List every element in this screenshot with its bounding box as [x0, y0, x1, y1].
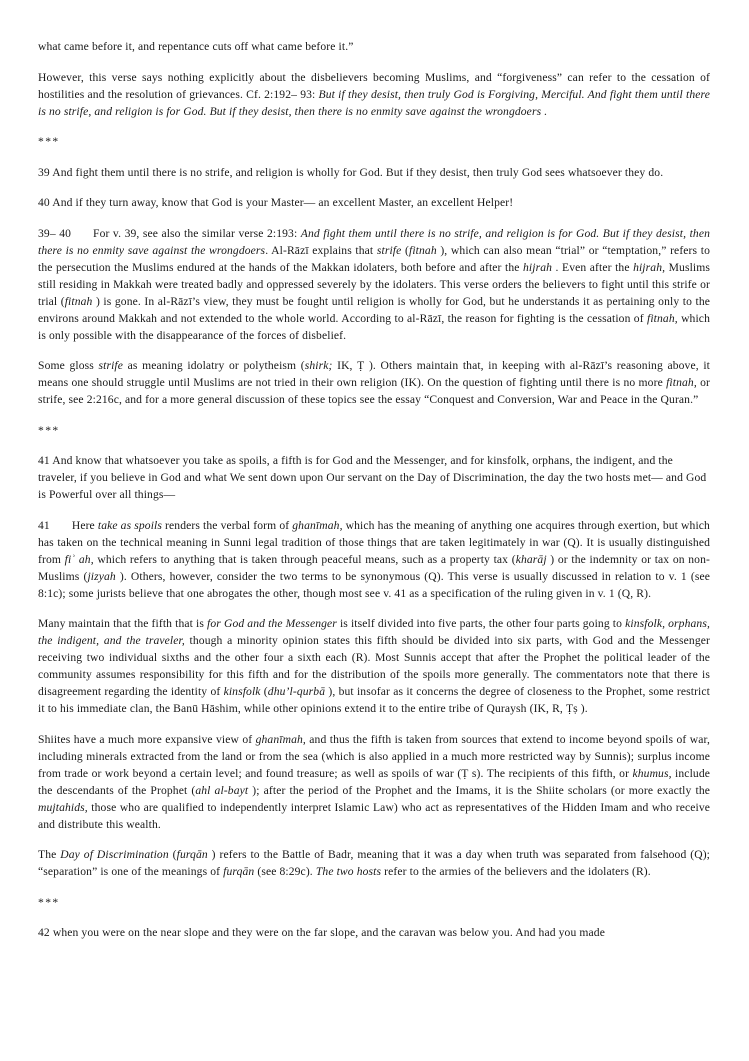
- quoted-italic-text: fitnah,: [647, 311, 678, 325]
- body-text: though a minority opinion states this fifth should be divided into six parts, with God and the Messenger receiving two individual sixths and the other four a sixth each (R). Most Sunnis accept that after the Prophet the political leader of the community assumes responsibility for this fifth and for the distribution of the spoils more generally. The commentators note that there is disagreement regarding the identity of: [38, 634, 710, 698]
- body-text: (see 8:29c).: [254, 865, 316, 878]
- body-text: ). Others, however, consider the two terms to be synonymous (Q). This verse is usually discussed in relation to v. 1 (see 8:1c); some jurists believe that one abrogates the other, though most see v. 41 as a specification of the ruling given in v. 1 (Q, R).: [38, 569, 710, 600]
- commentary-paragraph: [38, 225, 710, 344]
- body-text: which refers to anything that is taken through peaceful means, such as a property tax (: [93, 552, 516, 566]
- quoted-italic-text: And fight them until there is no strife, and religion is for God. But if they desist, then there is no enmity save against the wrongdoers: [38, 226, 710, 257]
- body-text: (: [260, 685, 268, 698]
- commentary-paragraph: [38, 357, 710, 408]
- section-separator: ***: [38, 135, 60, 148]
- quoted-italic-text: mujtahids,: [38, 800, 88, 814]
- body-text: ) is gone. In al-Rāzī’s view, they must be fought until religion is wholly for God, but he understands it as pertaining only to the environs around Makkah and not extended to the whole world. According to al-Rāzī, the reason for fighting is the cessation of: [38, 294, 710, 325]
- verse-paragraph: [38, 194, 710, 211]
- verse-paragraph: [38, 924, 710, 941]
- body-text: 40 And if they turn away, know that God is your Master— an excellent Master, an excellent Helper!: [38, 196, 514, 209]
- body-paragraph: [38, 38, 710, 55]
- body-text: ) refers to the Battle of Badr, meaning that it was a day when truth was separated from falsehood (Q); “separation” is one of the meanings of: [38, 848, 711, 878]
- quoted-italic-text: The two hosts: [315, 865, 382, 878]
- body-text: Muslims still residing in Makkah were treated badly and oppressed severely by the idolaters. This verse orders the believers to fight until this strife or trial (: [38, 260, 711, 308]
- body-text: as meaning idolatry or polytheism (: [123, 359, 305, 372]
- quoted-italic-text: fitnah: [408, 243, 437, 257]
- body-text: ), which can also mean “trial” or “temptation,” refers to the persecution the Muslims endured at the hands of the Makkan idolaters, both before and after the: [38, 243, 711, 274]
- body-text: what came before it, and repentance cuts off what came before it.”: [38, 40, 354, 53]
- quoted-italic-text: dhu’l-qurbā: [267, 685, 326, 698]
- body-text: (: [168, 848, 177, 861]
- quoted-italic-text: furqān: [223, 865, 255, 878]
- body-text: IK, Ṭ ). Others maintain that, in keeping with al-Rāzī’s reasoning above, it means one should struggle until Muslims are not tried in their own religion (IK). On the question of fighting until there is no more: [38, 359, 710, 389]
- quoted-italic-text: fitnah: [64, 294, 93, 308]
- commentary-verse-label: 39– 40: [38, 226, 72, 240]
- body-text: is itself divided into five parts, the other four parts going to: [336, 617, 626, 630]
- body-text: or strife, see 2:216c, and for a more general discussion of these topics see the essay “Conquest and Conversion, War and Peace in the Quran.”: [38, 376, 711, 406]
- body-text: those who are qualified to independently interpret Islamic Law) who act as representatives of the Hidden Imam and who receive and distribute this wealth.: [38, 800, 710, 831]
- body-text: Shiites have a much more expansive view of: [38, 732, 256, 746]
- quoted-italic-text: for God and the Messenger: [207, 617, 337, 630]
- commentary-paragraph: [38, 615, 710, 717]
- body-text: ); after the period of the Prophet and the Imams, it is the Shiite scholars (or more exactly the: [248, 783, 710, 797]
- body-text: 42 when you were on the near slope and they were on the far slope, and the caravan was below you. And had you made: [38, 926, 605, 939]
- quoted-italic-text: khumus,: [632, 766, 672, 780]
- body-text: ), but insofar as it concerns the degree of closeness to the Prophet, some restrict it to his immediate clan, the Banū Hāshim, while other opinions extend it to the entire tribe of Quraysh (IK, R, Ṭṣ ).: [38, 685, 710, 715]
- commentary-verse-label: 41: [38, 518, 50, 532]
- quoted-italic-text: strife: [376, 243, 402, 257]
- commentary-paragraph: [38, 846, 710, 880]
- body-text: renders the verbal form of: [162, 518, 293, 532]
- section-separator: ***: [38, 895, 60, 909]
- verse-paragraph: [38, 164, 710, 181]
- body-text: 41 And know that whatsoever you take as spoils, a fifth is for God and the Messenger, and for kinsfolk, orphans, the indigent, and the traveler, if you believe in God and what We sent down upon Our servant on the Day of Discrimination, the day the two hosts met— and God is Powerful over all things—: [38, 454, 707, 501]
- body-paragraph: [38, 69, 710, 120]
- commentary-paragraph: [38, 517, 710, 602]
- quoted-italic-text: ghanīmah,: [292, 518, 343, 532]
- quoted-italic-text: But if they desist, then truly God is Forgiving, Merciful. And fight them until there is no strife, and religion is for God. But if they desist, then there is no enmity save against the wrongdoers .: [38, 87, 710, 118]
- body-text: and thus the fifth is taken from sources that extend to income beyond spoils of war, including minerals extracted from the land or from the sea (which is also applied in a much more restricted way by Sunnis); surplus income from trade or work beyond a certain level; and found treasure; as well as spoils of war (Ṭ s). The recipients of this fifth, or: [38, 732, 710, 780]
- verse-paragraph: [38, 452, 710, 503]
- commentary-paragraph: [38, 731, 710, 833]
- section-separator: ***: [38, 423, 60, 437]
- body-text: However, this verse says nothing explicitly about the disbelievers becoming Muslims, and “forgiveness” can refer to the cessation of hostilities and the resolution of grievances. Cf. 2:192– 93:: [38, 70, 710, 101]
- body-text: which is only possible with the disappearance of the forces of disbelief.: [38, 311, 710, 342]
- quoted-italic-text: kharāj: [515, 552, 547, 566]
- quoted-italic-text: strife: [98, 359, 124, 372]
- body-text: refer to the armies of the believers and the idolaters (R).: [381, 865, 651, 878]
- quoted-italic-text: fitnah,: [666, 376, 697, 389]
- body-text: Some gloss: [38, 359, 99, 372]
- quoted-italic-text: shirk;: [304, 359, 333, 372]
- body-text: which has the meaning of anything one acquires through exertion, but which has taken on the technical meaning in Sunni legal tradition of those things that are taken legitimately in war (Q). It is usually distinguished from: [38, 518, 710, 566]
- quoted-italic-text: jizyah: [87, 569, 116, 583]
- quoted-italic-text: ghanīmah,: [255, 732, 306, 746]
- quoted-italic-text: furqān: [176, 848, 208, 861]
- quoted-italic-text: ahl al-bayt: [195, 783, 249, 797]
- body-text: . Even after the: [552, 260, 634, 274]
- quoted-italic-text: hijrah: [523, 260, 553, 274]
- body-text: For v. 39, see also the similar verse 2:193:: [93, 226, 301, 240]
- quoted-italic-text: kinsfolk: [223, 685, 261, 698]
- quoted-italic-text: Day of Discrimination: [60, 848, 169, 861]
- body-text: Here: [71, 518, 98, 532]
- body-text: The: [38, 848, 61, 861]
- body-text: 39 And fight them until there is no strife, and religion is wholly for God. But if they desist, then truly God sees whatsoever they do.: [38, 165, 664, 179]
- page-text-column: [38, 38, 710, 941]
- quoted-italic-text: fiʾ ah,: [64, 552, 94, 566]
- body-text: ) or the indemnity or tax on non-Muslims (: [38, 552, 710, 583]
- quoted-italic-text: kinsfolk, orphans, the indigent, and the traveler,: [38, 617, 710, 647]
- body-text: . Al-Rāzī explains that: [265, 243, 377, 257]
- quoted-italic-text: hijrah,: [633, 260, 666, 274]
- quoted-italic-text: take as spoils: [97, 518, 163, 532]
- body-text: (: [401, 243, 409, 257]
- body-text: Many maintain that the fifth that is: [38, 617, 208, 630]
- body-text: include the descendants of the Prophet (: [38, 766, 710, 797]
